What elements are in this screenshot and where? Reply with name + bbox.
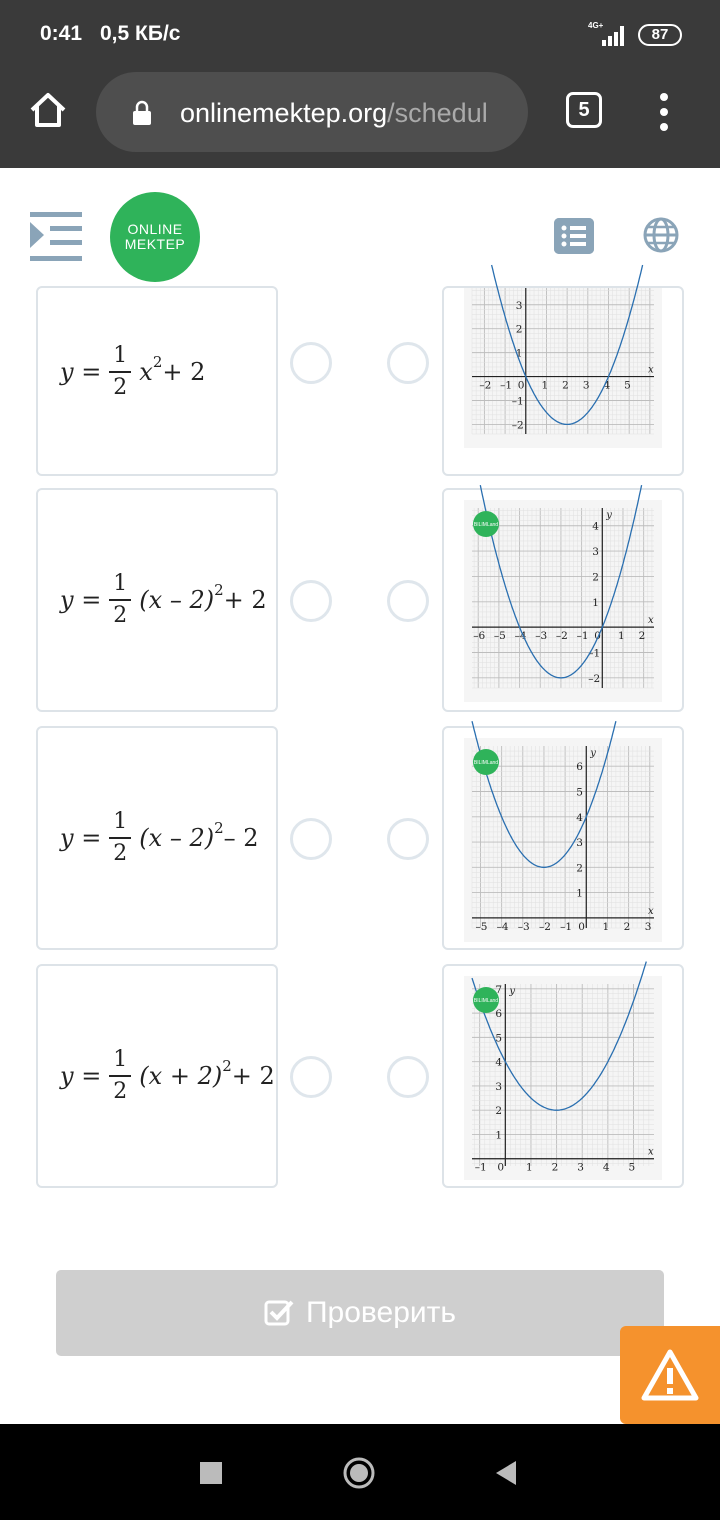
y-tick-label: 1	[592, 596, 599, 609]
x-tick-label: –4	[514, 630, 527, 643]
x-tick-label: 3	[577, 1161, 584, 1174]
watermark-text: BILIMLand	[473, 998, 499, 1004]
sidebar-toggle-icon[interactable]	[30, 212, 82, 262]
fraction	[109, 809, 131, 867]
x-tick-label: –5	[493, 630, 506, 643]
x-tick-label: 5	[628, 1161, 636, 1174]
graph	[464, 288, 662, 448]
radio-left[interactable]	[290, 580, 332, 622]
logo-line1: ONLINE	[127, 221, 183, 237]
fraction-den: 2	[113, 841, 128, 866]
x-tick-label: 4	[603, 379, 611, 392]
browser-toolbar	[0, 68, 720, 168]
x-tick-label: –1	[560, 920, 573, 933]
x-tick-label: 2	[638, 630, 646, 643]
graph	[464, 976, 662, 1180]
x-tick-label: –3	[517, 920, 530, 933]
x-axis-label: x	[648, 364, 654, 376]
equation-tail: – 2	[223, 824, 259, 852]
fraction-num: 1	[113, 571, 128, 596]
radio-left[interactable]	[290, 818, 332, 860]
check-button[interactable]	[56, 1270, 664, 1356]
fraction-den: 2	[113, 603, 128, 628]
equation-body: (x + 2)	[139, 1062, 223, 1090]
x-tick-label: 0	[578, 920, 585, 933]
logo-line2: MEKTEP	[124, 236, 186, 252]
equation-lhs: y =	[60, 1062, 102, 1090]
graph	[464, 738, 662, 942]
equation-card	[36, 964, 278, 1188]
watermark-text: BILIMLand	[473, 760, 499, 766]
y-tick-label: –2	[588, 672, 601, 685]
y-axis-label: y	[590, 748, 596, 759]
equation-tail: + 2	[231, 1062, 275, 1090]
y-tick-label: 1	[515, 347, 523, 360]
x-tick-label: 2	[623, 920, 631, 933]
radio-left[interactable]	[290, 342, 332, 384]
equation-lhs: y =	[60, 586, 102, 614]
x-tick-label: –2	[555, 630, 568, 643]
signal-icon	[586, 20, 630, 48]
report-button[interactable]	[620, 1326, 720, 1424]
logo[interactable]	[110, 192, 200, 282]
x-tick-label: 1	[525, 1161, 533, 1174]
x-tick-label: –6	[473, 630, 486, 643]
radio-left[interactable]	[290, 1056, 332, 1098]
fraction	[109, 571, 131, 629]
home-circle-icon[interactable]	[342, 1456, 376, 1490]
y-tick-label: 3	[515, 299, 523, 312]
y-tick-label: 7	[495, 983, 503, 996]
equation-tail: + 2	[162, 358, 206, 386]
equation-lhs: y =	[60, 358, 102, 386]
watermark-text: BILIMLand	[473, 522, 499, 528]
x-tick-label: –1	[500, 379, 513, 392]
graph-card	[442, 964, 684, 1188]
equation-body: (x – 2)	[139, 586, 215, 614]
y-tick-label: 5	[576, 786, 583, 799]
fraction-den: 2	[113, 375, 128, 400]
fraction	[109, 1047, 131, 1105]
exponent: 2	[222, 1057, 232, 1075]
graph-card	[442, 488, 684, 712]
graph	[464, 500, 662, 702]
exponent: 2	[214, 581, 224, 599]
y-tick-label: 3	[592, 546, 599, 559]
y-tick-label: 6	[495, 1008, 503, 1021]
x-tick-label: –5	[475, 920, 488, 933]
x-tick-label: 3	[582, 379, 590, 392]
x-tick-label: –3	[535, 630, 548, 643]
home-icon[interactable]	[28, 90, 68, 130]
x-tick-label: 1	[541, 379, 549, 392]
y-tick-label: –1	[511, 395, 524, 408]
x-tick-label: 4	[602, 1161, 610, 1174]
x-tick-label: –2	[479, 379, 492, 392]
x-axis-label: x	[648, 905, 654, 917]
graph-card	[442, 286, 684, 476]
radio-right[interactable]	[387, 580, 429, 622]
y-tick-label: 4	[576, 811, 583, 824]
equation-card	[36, 726, 278, 950]
exponent: 2	[214, 819, 224, 837]
y-tick-label: 1	[576, 887, 583, 900]
fraction	[109, 343, 131, 401]
address-bar[interactable]	[96, 72, 528, 152]
grid	[472, 288, 654, 434]
x-tick-label: 0	[594, 630, 601, 643]
y-tick-label: 2	[576, 862, 583, 875]
equation	[60, 808, 259, 868]
y-tick-label: 3	[495, 1080, 503, 1093]
y-tick-label: –1	[588, 647, 601, 660]
y-tick-label: 1	[495, 1129, 503, 1142]
equation-card	[36, 286, 278, 476]
url-path: /schedul	[387, 98, 488, 128]
status-speed: 0,5 КБ/с	[100, 22, 181, 45]
fraction-num: 1	[113, 343, 128, 368]
y-axis-label: y	[606, 510, 612, 521]
x-tick-label: 2	[551, 1161, 559, 1174]
radio-right[interactable]	[387, 818, 429, 860]
url-host: onlinemektep.org	[180, 98, 388, 128]
y-tick-label: 4	[592, 520, 599, 533]
equation	[60, 570, 267, 630]
x-axis-label: x	[648, 1146, 654, 1158]
radio-right[interactable]	[387, 1056, 429, 1098]
equation	[60, 342, 205, 402]
grid	[472, 746, 654, 928]
warning-icon	[620, 1326, 720, 1424]
y-tick-label: 5	[495, 1032, 503, 1045]
checkbox-icon	[264, 1298, 294, 1328]
equation-body: (x – 2)	[139, 824, 215, 852]
y-tick-label: 3	[576, 837, 583, 850]
tabs-button[interactable]: 5	[566, 92, 602, 128]
x-tick-label: 2	[562, 379, 569, 392]
system-nav-bar	[0, 1424, 720, 1520]
x-tick-label: –4	[496, 920, 509, 933]
y-tick-label: 2	[515, 323, 523, 336]
equation-body: x	[139, 358, 153, 386]
y-axis-label: y	[509, 986, 515, 997]
x-axis-label: x	[648, 615, 654, 627]
fraction-num: 1	[113, 809, 128, 834]
graph-card	[442, 726, 684, 950]
equation-tail: + 2	[223, 586, 267, 614]
battery-indicator: 87	[638, 24, 682, 46]
lock-icon	[132, 100, 152, 126]
x-tick-label: 1	[617, 630, 625, 643]
x-tick-label: 0	[497, 1161, 505, 1174]
y-tick-label: –2	[511, 419, 524, 432]
y-tick-label: 6	[576, 761, 583, 774]
status-time: 0:41	[40, 22, 83, 45]
grid	[472, 508, 654, 688]
x-tick-label: –1	[474, 1161, 487, 1174]
x-tick-label: –2	[538, 920, 551, 933]
fraction-num: 1	[113, 1047, 128, 1072]
fraction-den: 2	[113, 1079, 128, 1104]
y-tick-label: 2	[592, 571, 599, 584]
recents-icon[interactable]	[200, 1462, 222, 1484]
equation	[60, 1046, 275, 1106]
x-tick-label: 3	[644, 920, 652, 933]
x-tick-label: 0	[517, 379, 525, 392]
x-tick-label: –1	[576, 630, 589, 643]
exponent: 2	[152, 353, 163, 371]
network-type: 4G+	[588, 21, 604, 30]
x-tick-label: 1	[602, 920, 610, 933]
check-button-label: Проверить	[305, 1296, 457, 1329]
radio-right[interactable]	[387, 342, 429, 384]
matching-task	[0, 299, 720, 1424]
status-bar	[0, 0, 720, 68]
x-tick-label: 5	[624, 379, 631, 392]
y-tick-label: 4	[495, 1056, 503, 1069]
back-icon[interactable]	[494, 1460, 518, 1486]
list-icon[interactable]	[554, 218, 594, 254]
more-options-icon[interactable]	[650, 92, 678, 132]
equation-lhs: y =	[60, 824, 102, 852]
globe-icon[interactable]	[642, 216, 680, 254]
equation-card	[36, 488, 278, 712]
url-text	[180, 98, 488, 129]
y-tick-label: 2	[495, 1105, 503, 1118]
